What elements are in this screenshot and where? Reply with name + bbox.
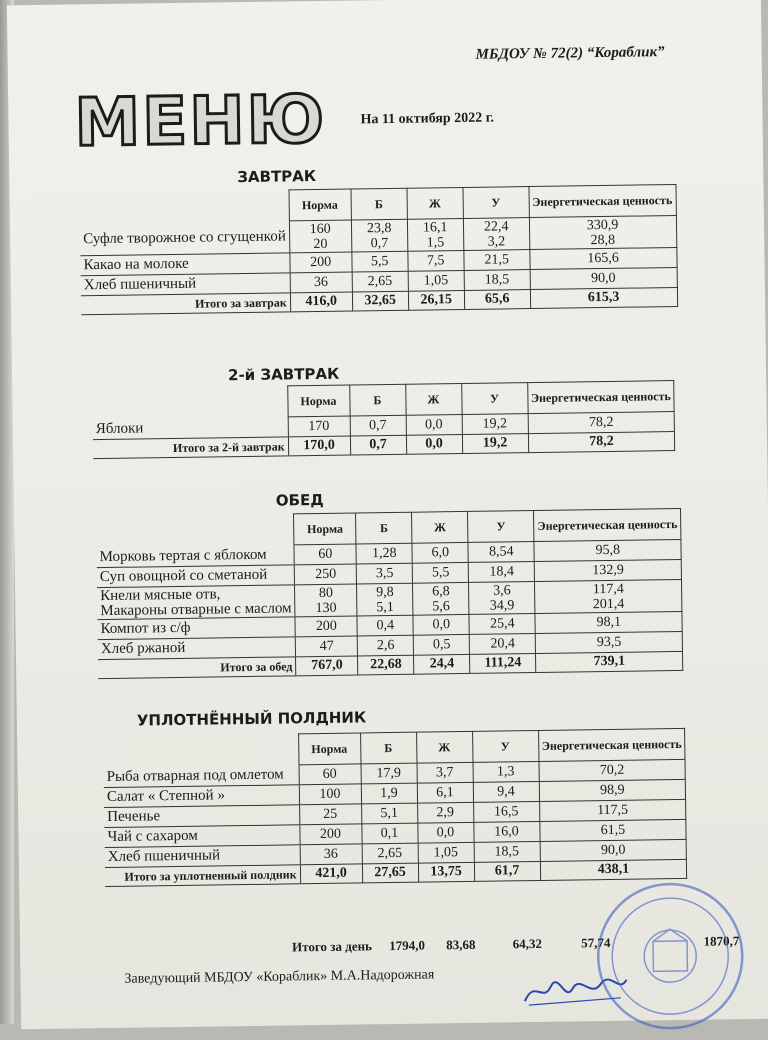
cell-zh: 0,0 xyxy=(406,415,462,436)
cell-norma: 36 xyxy=(300,844,362,865)
cell-u: 21,5 xyxy=(464,250,530,271)
cell-b: 0,1 xyxy=(361,823,417,844)
cell-u: 16,0 xyxy=(473,821,539,842)
cell-b: 2,65 xyxy=(362,843,418,864)
section-title: ЗАВТРАК xyxy=(237,167,317,187)
day-total-norma: 1794,0 xyxy=(389,937,425,954)
cell-b: 1,28 xyxy=(356,543,412,564)
cell-energy: 61,5 xyxy=(539,819,686,841)
dish-name: Чай с сахаром xyxy=(104,825,299,848)
cell-norma: 160 20 xyxy=(289,220,351,253)
dish-name: Кнели мясные отв, Макароны отварные с маслом xyxy=(97,585,295,620)
cell-u: 18,5 xyxy=(474,841,540,862)
cell-energy: 78,2 xyxy=(528,412,675,434)
column-header: Ж xyxy=(412,511,468,543)
day-total-u: 57,74 xyxy=(581,934,611,951)
column-header: Ж xyxy=(407,187,463,219)
cell-zh: 16,1 1,5 xyxy=(407,218,463,251)
dish-name: Салат « Степной » xyxy=(104,785,299,808)
cell-b: 5,1 xyxy=(361,803,417,824)
dish-name: Суфле творожное со сгущенкой xyxy=(80,221,290,256)
cell-b: 2,6 xyxy=(358,635,414,656)
cell-energy: 330,9 28,8 xyxy=(529,215,676,249)
cell-norma: 60 xyxy=(294,544,356,565)
total-norma: 421,0 xyxy=(300,864,362,884)
column-header: Норма xyxy=(294,513,356,545)
cell-norma: 200 xyxy=(290,252,352,273)
header-spacer xyxy=(96,514,294,548)
cell-zh: 7,5 xyxy=(408,250,464,271)
organization-name: МБДОУ № 72(2) “Кораблик” xyxy=(475,44,665,63)
dish-name: Хлеб пшеничный xyxy=(81,273,290,296)
cell-b: 5,5 xyxy=(352,251,408,272)
day-total-energy: 1870,7 xyxy=(703,933,740,949)
day-total-label: Итого за день xyxy=(291,938,373,955)
cell-zh: 0,0 xyxy=(413,614,469,635)
cell-zh: 3,7 xyxy=(417,762,473,783)
cell-u: 16,5 xyxy=(473,801,539,822)
cell-energy: 90,0 xyxy=(540,839,687,861)
total-zh: 0,0 xyxy=(406,435,462,455)
cell-energy: 95,8 xyxy=(534,539,681,561)
menu-table xyxy=(92,380,675,459)
cell-energy: 117,4 201,4 xyxy=(535,579,682,613)
total-zh: 24,4 xyxy=(414,654,470,674)
cell-norma: 47 xyxy=(296,636,358,657)
header-spacer xyxy=(80,190,290,224)
total-energy: 438,1 xyxy=(540,859,687,880)
total-label: Итого за завтрак xyxy=(81,293,290,315)
total-u: 61,7 xyxy=(474,861,540,881)
director-signature-line: Заведующий МБДОУ «Кораблик» М.А.Надорожная xyxy=(124,967,435,987)
column-header: Энергетическая ценность xyxy=(529,184,676,217)
dish-name: Хлеб ржаной xyxy=(98,637,296,660)
cell-energy: 98,9 xyxy=(539,779,686,801)
column-header: Ж xyxy=(405,384,461,416)
dish-name: Печенье xyxy=(104,805,299,828)
column-header: Энергетическая ценность xyxy=(534,508,681,541)
column-header: Норма xyxy=(289,189,351,221)
column-header: У xyxy=(468,511,534,543)
total-u: 111,24 xyxy=(470,653,536,673)
column-header: Энергетическая ценность xyxy=(538,728,685,761)
column-header: У xyxy=(463,187,529,219)
menu-date: На 11 октибяр 2022 г. xyxy=(360,110,495,128)
cell-u: 19,2 xyxy=(462,414,528,435)
cell-zh: 1,05 xyxy=(418,842,474,863)
total-zh: 26,15 xyxy=(408,290,464,310)
cell-energy: 90,0 xyxy=(530,267,677,289)
cell-b: 3,5 xyxy=(357,563,413,584)
total-b: 22,68 xyxy=(358,655,414,675)
total-b: 32,65 xyxy=(352,291,408,311)
cell-norma: 170 xyxy=(288,416,350,437)
total-b: 27,65 xyxy=(362,863,418,883)
cell-b: 23,8 0,7 xyxy=(351,219,407,252)
column-header: Б xyxy=(360,732,416,764)
column-header: Б xyxy=(351,188,407,220)
cell-u: 18,5 xyxy=(464,270,530,291)
cell-u: 8,54 xyxy=(468,542,534,563)
dish-name: Хлеб пшеничный xyxy=(105,845,300,868)
column-header: Энергетическая ценность xyxy=(527,381,674,414)
dish-name: Суп овощной со сметаной xyxy=(97,565,295,588)
cell-norma: 36 xyxy=(290,272,352,293)
cell-energy: 117,5 xyxy=(539,799,686,821)
day-total-zh: 64,32 xyxy=(512,935,542,952)
dish-name: Яблоки xyxy=(93,417,288,440)
total-label: Итого за 2-й завтрак xyxy=(93,437,288,459)
header-spacer xyxy=(103,734,298,768)
cell-b: 9,8 5,1 xyxy=(357,583,413,616)
dish-name: Морковь тертая с яблоком xyxy=(96,545,294,568)
section-title: УПЛОТНЁННЫЙ ПОЛДНИК xyxy=(136,708,367,730)
column-header: Б xyxy=(356,512,412,544)
cell-energy: 165,6 xyxy=(530,247,677,269)
menu-title: МЕНЮ xyxy=(73,80,327,162)
cell-norma: 200 xyxy=(299,824,361,845)
cell-u: 1,3 xyxy=(473,761,539,782)
total-label: Итого за уплотненный полдник xyxy=(105,865,300,887)
total-norma: 767,0 xyxy=(296,656,358,676)
header-spacer xyxy=(92,386,287,420)
total-norma: 416,0 xyxy=(290,292,352,312)
cell-energy: 132,9 xyxy=(535,559,682,581)
column-header: У xyxy=(461,383,527,415)
column-header: Норма xyxy=(298,733,360,765)
cell-norma: 80 130 xyxy=(295,584,357,617)
dish-name: Рыба отварная под омлетом xyxy=(104,765,299,788)
column-header: Норма xyxy=(287,385,349,417)
cell-zh: 6,0 xyxy=(412,542,468,563)
cell-zh: 0,0 xyxy=(417,822,473,843)
column-header: Ж xyxy=(416,731,472,763)
total-energy: 78,2 xyxy=(528,432,675,453)
cell-zh: 6,1 xyxy=(417,782,473,803)
total-u: 19,2 xyxy=(462,434,528,454)
cell-b: 1,9 xyxy=(361,783,417,804)
dish-name: Компот из с/ф xyxy=(97,617,295,640)
total-b: 0,7 xyxy=(350,435,406,455)
section-title: 2-й ЗАВТРАК xyxy=(227,364,340,385)
cell-norma: 60 xyxy=(299,764,361,785)
cell-norma: 250 xyxy=(295,564,357,585)
total-label: Итого за обед xyxy=(98,657,296,679)
cell-b: 0,4 xyxy=(357,615,413,636)
dish-name: Какао на молоке xyxy=(80,253,289,276)
menu-sheet xyxy=(7,0,768,1029)
cell-u: 20,4 xyxy=(470,633,536,654)
cell-energy: 70,2 xyxy=(538,759,685,781)
cell-zh: 1,05 xyxy=(408,270,464,291)
cell-b: 2,65 xyxy=(352,271,408,292)
total-zh: 13,75 xyxy=(418,862,474,882)
total-norma: 170,0 xyxy=(288,436,350,456)
column-header: У xyxy=(472,730,538,762)
official-seal-stamp xyxy=(594,880,746,1032)
cell-u: 22,4 3,2 xyxy=(463,218,529,251)
cell-zh: 0,5 xyxy=(414,634,470,655)
menu-table xyxy=(96,508,683,679)
cell-zh: 6,8 5,6 xyxy=(413,582,469,615)
cell-b: 0,7 xyxy=(350,415,406,436)
menu-table xyxy=(103,728,687,887)
cell-u: 9,4 xyxy=(473,781,539,802)
cell-u: 18,4 xyxy=(469,562,535,583)
cell-norma: 100 xyxy=(299,784,361,805)
cell-energy: 98,1 xyxy=(535,611,682,633)
cell-u: 3,6 34,9 xyxy=(469,581,535,614)
total-u: 65,6 xyxy=(464,290,530,310)
total-energy: 615,3 xyxy=(530,287,677,308)
cell-norma: 200 xyxy=(295,616,357,637)
cell-zh: 2,9 xyxy=(417,802,473,823)
cell-b: 17,9 xyxy=(361,763,417,784)
cell-zh: 5,5 xyxy=(413,562,469,583)
day-total-b: 83,68 xyxy=(446,936,476,953)
cell-u: 25,4 xyxy=(469,613,535,634)
column-header: Б xyxy=(349,384,405,416)
cell-norma: 25 xyxy=(299,804,361,825)
cell-energy: 93,5 xyxy=(536,631,683,653)
section-title: ОБЕД xyxy=(275,490,324,510)
menu-table xyxy=(80,184,678,315)
total-energy: 739,1 xyxy=(536,651,683,672)
